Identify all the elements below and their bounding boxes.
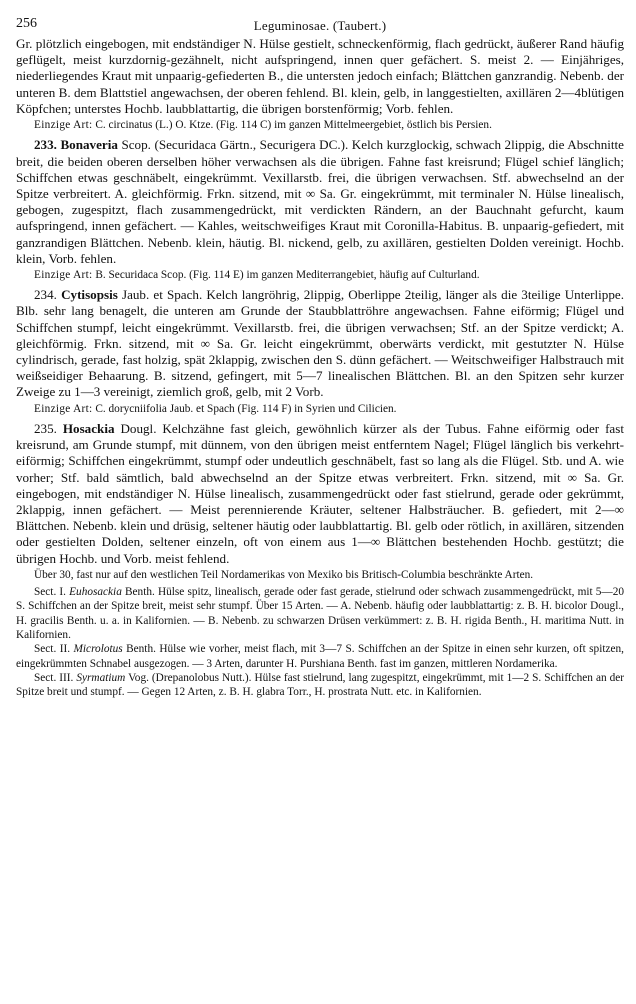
section-description: Hülse fast stielrund, lang zugespitzt, eingekrümmt, mit 1—2 S. Schiffchen an der Spitze breit und stumpf. — Gegen 12 Arten, z. B. H. glabra Torr., H. prostrata Nutt. etc. in Kalifornien. bbox=[16, 671, 625, 699]
running-title: Leguminosae. (Taubert.) bbox=[253, 18, 387, 33]
genus-author: Scop. bbox=[121, 137, 151, 153]
section-entry bbox=[16, 642, 624, 671]
species-note bbox=[16, 118, 624, 132]
genus-synonyms: (Securidaca Gärtn., Securigera DC.). bbox=[154, 137, 349, 153]
section-label: Sect. II. bbox=[34, 643, 71, 656]
note-text: C. circinatus (L.) O. Ktze. (Fig. 114 C) im ganzen Mittelmeergebiet, östlich bis Persien. bbox=[95, 119, 492, 132]
section-description: Hülse wie vorher, meist flach, mit 3—7 S. Schiffchen an der Spitze in einen sehr kurzen, oft spitzen, eingekrümmten Schnabel ausgezogen. — 3 Arten, darunter H. Purshiana Benth. fast im ganzen, mittleren Nordamerika. bbox=[16, 643, 624, 670]
genus-description: Kelchzähne fast gleich, gewöhnlich kürzer als der Tubus. Fahne eiförmig oder fast kreisrund, am Grunde stumpf, mit dünnem, von den übrigen meist entferntem Nagel; Flügel länglich bis verkehrt-eiförmig; Schiffchen eingekrümmt, stumpf oder undeutlich geschnäbelt, fast so lang als die Flügel. Stb. und A. wie vorher; Stf. bald sämtlich, bald abwechselnd an der Spitze etwas verbreitert. Frkn. sitzend, mit ∞ Sa. Gr. eingebogen, mit endständiger N. Hülse linealisch, zusammengedrückt oder fast stielrund, gerade oder gekrümmt, 2klappig, innen gefächert. — Meist perennierende Kräuter, seltener Halbsträucher. B. gefiedert, mit 2—∞ Blättchen. Nebenb. klein und drüsig, seltener häutig oder laubblattartig. Bl. gelb oder rötlich, in axillären, sitzenden oder gestielten Dolden, seltener einzeln, oft von einem aus 1—∞ Blättchen bestehenden Hochb. gestützt; die übrigen Hochb. und Vorb. meist fehlend. bbox=[16, 420, 624, 566]
section-name: Euhosackia bbox=[69, 586, 122, 599]
genus-description: Kelch kurzglockig, schwach 2lippig, die Abschnitte breit, die beiden oberen derselben höher verwachsen als die übrigen. Fahne fast kreisrund; Flügel schief länglich; Schiffchen etwas geschnäbelt, eingekrümmt. Vexillarstb. frei, die übrigen verwachsen. Stf. abwechselnd an der Spitze verbreitert. A. gleichförmig. Frkn. sitzend, mit ∞ Sa. Gr. eingekrümmt, mit terminaler N. Hülse linealisch, gebogen, zugespitzt, flach zusammengedrückt, mit verdickten Rändern, an der Bauchnaht gefurcht, kaum aufspringend, innen gefächert. — Kahles, weitschweifiges Kraut mit Coronilla-Habitus. B. unpaarig-gefiedert, mit ganzrandigen Blättchen. Nebenb. klein, häutig. Bl. nickend, gelb, zu axillären, gestielten Dolden vereinigt. Hochb. klein, Vorb. fehlen. bbox=[16, 137, 624, 266]
genus-number: 235. bbox=[34, 420, 57, 436]
distribution-note: Über 30, fast nur auf den westlichen Teil Nordamerikas von Mexiko bis Britisch-Columbia beschränkte Arten. bbox=[34, 568, 534, 581]
section-name: Microlotus bbox=[73, 643, 123, 656]
section-author: Benth. bbox=[125, 586, 155, 599]
section-author: Vog. (Drepanolobus Nutt.). bbox=[128, 671, 252, 684]
genus-entry bbox=[16, 287, 624, 400]
genus-description: Kelch langröhrig, 2lippig, Oberlippe 2teilig, länger als die 3teilige Unterlippe. Blb. sehr lang benagelt, die unteren am Grunde der Staubblattröhre angewachsen. Fahne eiförmig; Flügel und Schiffchen stumpf, leicht eingekrümmt. Vexillarstb. frei, die übrigen verwachsen; Stf. an der Spitze verdickt; A. gleichförmig. Frkn. sitzend, mit ∞ Sa. Gr. leicht eingekrümmt, oberwärts verdickt, mit gestutzter N. Hülse cylindrisch, gerade, fast holzig, spät 2klappig, zwischen den S. dünn gefächert. — Weitschweifiger Halbstrauch mit weißseidiger Behaarung. B. sitzend, gefingert, mit 5—7 linealischen Blättchen. Bl. an den Spitzen sehr kurzer Zweige zu 1—3 vereinigt, ziemlich groß, gelb, mit 2 Vorb. bbox=[16, 287, 624, 400]
genus-number: 234. bbox=[34, 287, 57, 303]
section-label: Sect. I. bbox=[34, 586, 66, 599]
note-lead: Einzige Art: bbox=[34, 119, 93, 132]
continuation-paragraph: Gr. plötzlich eingebogen, mit endständiger N. Hülse gestielt, schneckenförmig, flach gedrückt, äußerer Rand häufig geflügelt, meist kurzdornig-gezähnelt, nicht aufspringend, innen quer gefächert. S. meist 2. — Einjähriges, niederliegendes Kraut mit unpaarig-gefiederten B., die untersten jedoch einfach; Blättchen ganzrandig. Nebenb. der unteren B. dem Blattstiel angewachsen, der oberen fehlend. Bl. klein, gelb, in langgestielten, axillären 2—4blütigen Köpfchen; unterstes Hochb. laubblattartig, die übrigen borstenförmig; Vorb. fehlen. bbox=[16, 36, 624, 116]
genus-name: Bonaveria bbox=[60, 137, 118, 153]
genus-name: Hosackia bbox=[62, 420, 115, 436]
page-number: 256 bbox=[16, 16, 37, 31]
note-lead: Einzige Art: bbox=[34, 402, 93, 415]
genus-number: 233. bbox=[34, 137, 57, 153]
note-text: B. Securidaca Scop. (Fig. 114 E) im ganzen Mediterrangebiet, häufig auf Culturland. bbox=[95, 268, 480, 281]
species-note bbox=[16, 402, 624, 416]
page-body bbox=[16, 36, 624, 699]
section-author: Benth. bbox=[126, 643, 156, 656]
genus-author: Jaub. et Spach. bbox=[121, 287, 203, 303]
section-entry bbox=[16, 585, 624, 642]
genus-entry bbox=[16, 137, 624, 267]
note-lead: Einzige Art: bbox=[34, 268, 93, 281]
section-entry bbox=[16, 671, 624, 700]
note-text: C. dorycniifolia Jaub. et Spach (Fig. 114 F) in Syrien und Cilicien. bbox=[95, 402, 397, 415]
genus-name: Cytisopsis bbox=[61, 287, 118, 303]
species-note bbox=[16, 268, 624, 282]
section-name: Syrmatium bbox=[76, 671, 126, 684]
section-description: Hülse spitz, linealisch, gerade oder fast gerade, stielrund oder schwach zusammengedrückt, mit 5—20 S. Schiffchen an der Spitze breit, meist sehr stumpf. Über 15 Arten. — A. Nebenb. häufig oder laubblattartig: z. B. H. bicolor Dougl., H. gracilis Benth. u. a. in Kalifornien. — B. Nebenb. zu schwarzen Drüsen verkümmert: z. B. H. rigida Benth., H. maritima Nutt. in Kalifornien. bbox=[16, 586, 625, 641]
section-label: Sect. III. bbox=[34, 671, 74, 684]
page-header bbox=[16, 10, 624, 36]
genus-author: Dougl. bbox=[120, 420, 157, 436]
genus-entry bbox=[16, 421, 624, 567]
